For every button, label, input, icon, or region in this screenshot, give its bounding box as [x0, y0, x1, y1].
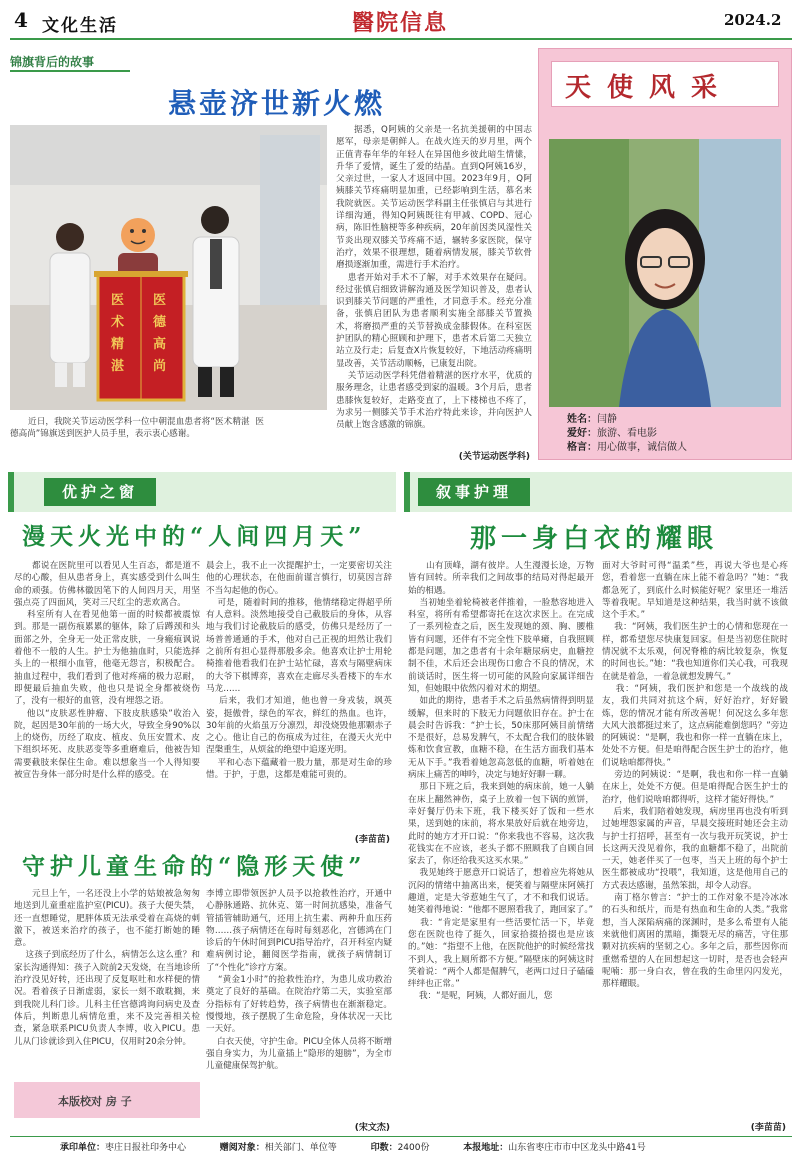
recipients: 相关部门、单位等 — [264, 1143, 337, 1153]
issue-date: 2024.2 — [724, 11, 782, 29]
banner-photo — [10, 125, 327, 410]
angel-hobby: 旅游、看电影 — [597, 428, 657, 439]
story1-body: 据悉，Q阿姨的父亲是一名抗美援朝的中国志愿军，母亲是朝鲜人。在战火连天的岁月里，两个正值青春年华的年轻人在异国他乡彼此暗生情愫，升华了爱情，诞生了爱的结晶。直到Q阿姨16岁，父亲过世，一家人才返回中国。2023年9月，Q阿姨膝关节疼痛明显加重，已经影响到生活，慕名来我院就医。关节运动医学科副主任张慎启与其进行详细沟通，得知Q阿姨既往有甲减、COPD、冠心病，陈旧性脑梗等多种疾病，20年前因类风湿性关节炎出现双膝关节疼痛不适，辗转多家医院，保守治疗，效果不很理想，随着病情发展，膝关节软骨磨损逐渐加重，需进行手术治疗。 患者开始对手术不了解，对手术效果存在疑问。经过张慎启细致讲解沟通及医学知识普及，患者认识到膝关节问题的严重性，才同意手术。经充分准备，张慎启团队为患者顺利实施全部膝关节置换术，将磨损严重的关节替换成金膝假体。在科室医护团队的精心照顾和护理下，患者术后第二天独立站立及行走；后复查X片恢复较好，下地活动疼痛明显改善，关节活动顺畅，已康复出院。 关节运动医学科凭借着精湛的医疗水平，优质的服务理念，让患者感受到家的温暖。3个月后，患者患膝恢复较好，走路变直了，上下楼梯也不疼了，为求另一侧膝关节手术治疗特此来诊，并向医护人员献上饱含感激的锦旗。 — [336, 125, 532, 431]
address-label: 本报地址： — [463, 1143, 509, 1153]
angel-motto-row — [567, 441, 687, 455]
angel-motto: 用心做事，诚信做人 — [597, 442, 687, 453]
section-banner-right — [404, 472, 792, 512]
angel-info — [567, 413, 687, 455]
proofread-text: 本版校对 房 子 — [58, 1095, 132, 1108]
photo-caption: 近日，我院关节运动医学科一位中朝混血患者将“医术精湛 医德高尚”锦旗送到医护人员手里，表示衷心感谢。 — [10, 417, 264, 440]
banner-text-left: 医术精湛 — [111, 293, 125, 374]
section-tag-right: 叙事护理 — [418, 478, 530, 506]
column-underline — [10, 70, 130, 72]
header-rule — [10, 38, 792, 40]
story1-author: (关节运动医学科) — [458, 452, 530, 462]
section-banner-left — [8, 472, 396, 512]
angel-profile-box — [538, 48, 792, 460]
story3-title: 守护儿童生命的“隐形天使” — [22, 853, 367, 880]
angel-name: 闫静 — [597, 414, 617, 425]
motto-label: 格言： — [567, 442, 597, 453]
banner-text-right: 医德高尚 — [153, 293, 167, 374]
story2-author: (李苗苗) — [354, 835, 390, 845]
proofread-box — [14, 1082, 200, 1118]
page-footer — [60, 1140, 780, 1153]
copies: 2400份 — [397, 1143, 430, 1153]
address: 山东省枣庄市市中区龙头中路41号 — [508, 1143, 646, 1153]
story4-title: 那一身白衣的耀眼 — [470, 524, 719, 554]
story4-col2: 面对大爷时可得“温柔”些，再说大爷也是心疼您，看着您一直躺在床上能不着急吗？”她：“我都急死了，到底什么时候能好呢？家里还一堆活等着我呢。早知道是这种结果，我当时就不该做这个手术。” 我：“阿姨，我们医生护士的心情和您现在一样，都希望您尽快康复回家。但是当初您住院时情况就不太乐观，何况脊椎的病比较复杂，恢复的时间也长。”她：“我也知道你们关心我，可我现在就是着急，一着急就想发脾气。” 我：“阿姨，我们医护和您是一个战线的战友，我们共同对抗这个病，好好治疗，好好锻炼，您的情况才能有所改善呢！何况这么多年您大风大浪都挺过来了，这点病能难倒您吗？”旁边的阿姨说：“是啊，我也和你一样一直躺在床上，处处不方便。但是咱得配合医生护士的治疗，他们说啥咱都得快。” 旁边的阿姨说：“是啊，我也和你一样一直躺在床上，处处不方便。但是咱得配合医生护士的治疗，他们说啥咱都得听，这样才能好得快。” 后来，我们陪着她发现，病房里再也没有听到过她埋怨家属的声音，早晨交接班时她还会主动与护士打招呼，甚至有一次与我开玩笑说，护士长这两天没见着你，我的血糖都不稳了，出院前一天，她老伴买了一包枣，当天上班的每个护士医生都被成功“投喂”，我知道，这是他用自己的方式表达感谢，虽然笨拙，却令人动容。 南丁格尔曾言：“护士的工作对象不是冷冰冰的石头和纸片，而是有热血和生命的人类。”我常想，当人深陷病痛的深渊时，是多么希望有人能来就他们离困的黑暗，撕裂无尽的痛苦，守住那颗对抗疾病的坚韧之心。多年之后，那些因你而重燃希望的人在回想起这一切时，是否也会轻声呢喃：那一身白衣，曾在我的生命里闪闪发光，那样耀眼。 — [602, 561, 788, 990]
story2-col1: 都说在医院里可以看见人生百态，都是道不尽的心酸，但从患者身上，真实感受到什么叫生命的顽强。仿佛林徽因笔下的人间四月天，用坚强点亮了四面风，笑对三尺红尘的悲欢离合。 科室所有人在看见他第一面的时候都被震惊到。那是一副伤痕累累的躯体，除了后蹲颈和头面部之外，全身无一处正常皮肤，一身瘢痕讽说着他不一般的人生。护士为他抽血时，只能选择头上的一根细小血管，他毫无怨言，积极配合。抽血过程中，我们看到了他对疼痛的极力忍耐，即便最后抽血失败，他也只是说全身都被烧伤了，没有一根好的血管，没有埋怨之语。 他以“皮肤恶性肿瘤、下肢皮肤感染”收治入院，起因是30年前的一场大火，导致全身90%以上的烧伤，历经了取皮、植皮、负压安置术、皮下组织坏死、皮肤恶变等多重磨难后，他被告知需要截肢来保住生命。难以想象当一个人得知要被宣告身体一部分时是什么样的感受。在 — [14, 561, 200, 781]
angel-title: 天使风采 — [565, 73, 734, 103]
page-header — [0, 0, 800, 42]
story2-col2: 晨会上，我不止一次提醒护士，一定要密切关注他的心理状态，在他面前谨言慎行，切莫因言辞不当勾起他的伤心。 可是，随着时间的推移，他情绪稳定得超乎所有人意料。淡然地接受自己截肢后的身体，从容地与我们讨论截肢后的感受，仿佛只是经历了一场普普通通的手术，他对自己正视的坦然让我们之前所有担心显得那般多余。他喜欢让护士用轮椅推着他看我们在护士站忙碌，喜欢与隔壁病床的大爷下棋博弈，喜欢在走廊尽头看楼下的车水马龙…… 后来，我们才知道，他也曾一身戎装，飒英姿，挺傲骨，绿色的军衣，鲜红的热血。也许，30年前的火焰虽万分凛烈，却没烧毁他那颗赤子之心。他让自己的伤痕成为过往，在漫天火光中涅槃重生，从烦盆的绝望中追逐光明。 平和心态下蕴藏着一股力量，那是对生命的珍惜。于护，于患，这都是难能可贵的。 — [206, 561, 392, 781]
angel-name-row — [567, 413, 687, 427]
recipients-label: 赠阅对象： — [219, 1143, 265, 1153]
story3-col2: 李博立即带领医护人员予以抢救性治疗，开通中心静脉通路、抗休克、第一时间抗感染，准备气管插管辅助通气，还用上抗生素、两种升血压药物……孩子病情还在每时每刻恶化，宫德鸿在门诊后的午休时间到PICU指导治疗，召开科室内疑难病例讨论，翻阅医学指南，就孩子病情制订了“个性化”诊疗方案。 “黄金1小时”的抢救性治疗，为患儿成功救治奠定了良好的基础。在院治疗第二天，实验室部分指标有了好转趋势，孩子病情也在渐渐稳定。慢慢地，孩子摆脱了生命危险，身体状况一天比一天好。 白衣天使，守护生命。PICU全体人员将不断增强自身实力，为儿童插上“隐形的翅膀”，为全市儿童健康保驾护航。 — [206, 889, 392, 1072]
angel-hobby-row — [567, 427, 687, 441]
column-label: 锦旗背后的故事 — [10, 55, 95, 69]
masthead: 醫院信息 — [352, 10, 449, 36]
footer-rule — [10, 1136, 792, 1137]
story3-col1: 元旦上午，一名还没上小学的姑娘被急匆匆地送到儿童重症监护室(PICU)。孩子大便失禁，还一直想睡觉，肥胖体质无法承受着在高烧的刺激下，被送来治疗的孩子，也不能打断她的睡意。 这孩子到底经历了什么，病情怎么这么重？和家长沟通得知：孩子入院前2天发烧，在当地诊所治疗没见好转，还出现了反复呕吐和水样便的情况。看着孩子日渐虚弱，家长一刻不敢耽搁，来到我院儿科门诊。儿科主任宫德鸿询问病史及查体后，判断患儿病情危重，来不及完善相关检查，紧急联系PICU负责人李博，收入PICU。患儿从门诊就诊到入住PICU，仅用时20余分钟。 — [14, 889, 200, 1047]
portrait-illustration — [549, 139, 781, 407]
story4-col1: 山有顶峰，湖有彼岸。人生漫漫长途，万物皆有回转。所幸我们之间故事的结局对得起最开始的相遇。 当初她坐着轮椅被老伴推着，一脸愁容地进入科室，将所有希望都寄托在这次求医上。在完成了一系列检查之后，医生发现她的颈、胸、腰椎皆有问题，还伴有不完全性下肢单瘫，自我照顾都是问题，加之患者有十余年糖尿病史，血糖控制不佳，术后还会出现伤口愈合不良的情况，术前谈话时，医生将一切可能的风险向家属详细告知，但她眼中依然闪着对术的期望。 如此的期待，患者手术之后虽然病情得到明显缓解，但来时的下肢无力问题依旧存在。护士在晨会时告诉我：“护士长，50床那阿姨目前情绪不是很好，总易发脾气，不太配合我们的肢体锻炼和饮食宣教，血糖不稳，在生活方面我们基本无从下手。”我看着她忽高忽低的血糖，听着她在病床上痛苦的呻吟，决定与她好好聊一聊。 那日下班之后，我来到她的病床前，她一人躺在床上翻然神伤，桌子上放着一包下锅的煎饼，幸好餐厅仍未下班，我下楼买好了饭和一些水果，送到她的床前，将水果放好后就在地旁边，此时的她方才开口说：“你来我也不容易，这次我花钱实在不应该，老头子都不照顾我了自顾自回家去了，你还给我买这买水果。” 我见她终于愿意开口说话了，想着应先将她从沉闷的情绪中抽离出来，便笑着与隔壁床阿姨打趣道，定是大爷惹她生气了，才不和我们说话。她笑着得地说：“他都不愿照看我了，跑回家了。” 我：“肯定是家里有一些活要忙活一下，毕竟您在医院也待了挺久，回家拾掇拾掇也是应该的。”她：“指望不上他，在医院他护的时候经常找不到人，我上厕所都不方便。”隔壁床的阿姨这时笑着说：“两个人都是倔脾气，老两口过日子磕磕绊绊也正常。” 我：“是呢，阿姨，人都好面儿，您 — [408, 561, 594, 1002]
page-number: 4 — [14, 8, 28, 32]
story4-author: (李苗苗) — [750, 1123, 786, 1133]
hobby-label: 爱好： — [567, 428, 597, 439]
photo-illustration — [10, 125, 327, 410]
section-tag-left: 优护之窗 — [44, 478, 156, 506]
printer: 枣庄日报社印务中心 — [105, 1143, 187, 1153]
angel-portrait — [549, 139, 781, 407]
section-name: 文化生活 — [42, 16, 118, 36]
story3-author: (宋文杰) — [354, 1123, 390, 1133]
story1-title: 悬壶济世新火燃 — [168, 87, 386, 120]
name-label: 姓名： — [567, 414, 597, 425]
story2-title: 漫天火光中的“人间四月天” — [22, 523, 367, 550]
printer-label: 承印单位： — [60, 1143, 106, 1153]
copies-label: 印数： — [370, 1143, 398, 1153]
